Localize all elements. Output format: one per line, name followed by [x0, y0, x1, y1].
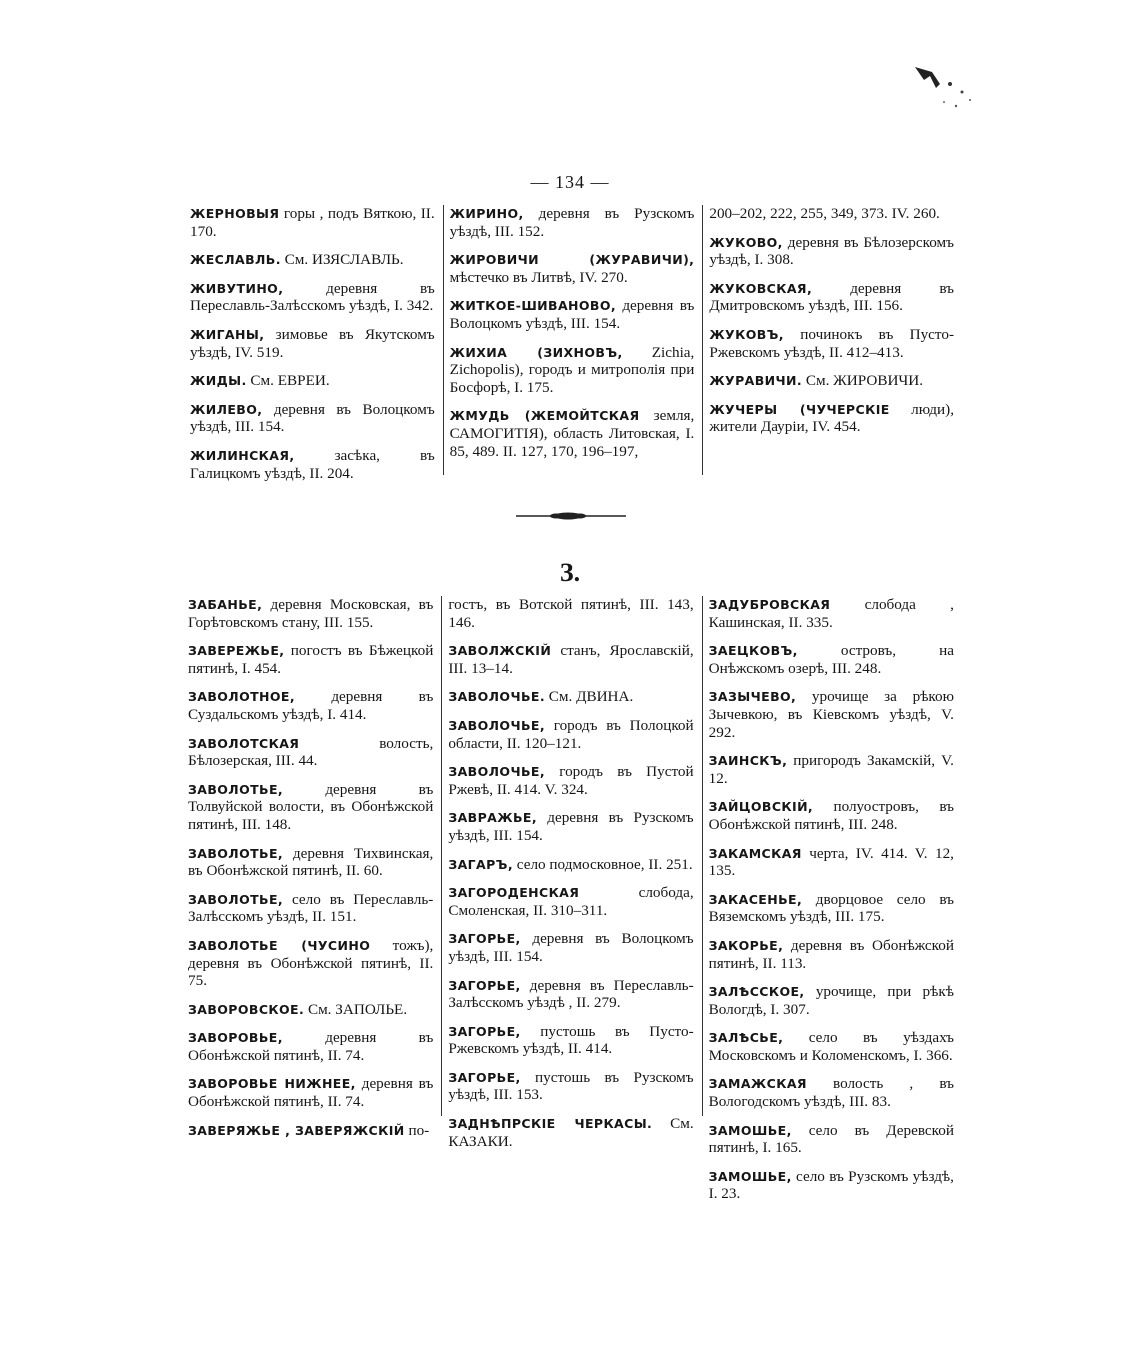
index-entry [709, 1168, 954, 1203]
entry-headword: ЗАВОЛОЧЬЕ, [448, 764, 545, 780]
index-entry [188, 891, 433, 926]
index-entry [448, 856, 693, 874]
entry-text: люди), жители Дауріи, IV. 454. [709, 400, 955, 436]
index-entry [709, 891, 954, 926]
index-entry [188, 1001, 433, 1019]
entry-text: См. КАЗАКИ. [448, 1115, 694, 1150]
entry-text: деревня въ Дмитровскомъ уѣздѣ, III. 156. [709, 279, 955, 315]
entry-text: земля, САМОГИТІЯ), область Литовская, I. 85, 489. II. 127, 170, 196–197, [449, 407, 695, 460]
entry-text: деревня въ Рузскомъ уѣздѣ, III. 154. [448, 809, 694, 844]
entry-text: село въ Деревской пятинѣ, I. 165. [708, 1121, 954, 1157]
entry-headword: ЗАВОЛОТСКАЯ [188, 735, 300, 751]
top-index-columns [186, 205, 962, 482]
entry-text: островъ, на Онѣжскомъ озерѣ, III. 248. [708, 642, 954, 677]
entry-headword: ЗАВОЛОТЬЕ, [188, 781, 284, 797]
entry-headword: ЖИТКОЕ-ШИВАНОВО, [449, 298, 617, 314]
index-entry [448, 717, 693, 752]
entry-text: погостъ въ Бѣжецкой пятинѣ, I. 454. [188, 642, 434, 677]
entry-text: урочище, при рѣкѣ Вологдѣ, I. 307. [708, 983, 954, 1018]
index-entry [709, 326, 954, 361]
entry-headword: ЗАГАРЪ, [448, 856, 513, 872]
index-entry [709, 234, 954, 269]
entry-headword: ЖУКОВО, [709, 234, 783, 250]
ink-blot [910, 62, 980, 122]
entry-text: деревня Тихвинская, въ Обонѣжской пятинѣ, II. 60. [188, 844, 434, 880]
entry-headword: ЗАГОРОДЕНСКАЯ [448, 885, 580, 901]
entry-text: полуостровъ, въ Обонѣжской пятинѣ, III. 248. [708, 798, 954, 833]
entry-text: См. ЗАПОЛЬЕ. [304, 1000, 408, 1018]
entry-text: См. ЕВРЕИ. [246, 372, 330, 390]
index-column [186, 205, 443, 482]
index-entry [448, 1023, 693, 1058]
entry-text: См. ЖИРОВИЧИ. [802, 372, 924, 390]
entry-headword: ЗАВОРОВСКОЕ. [188, 1001, 305, 1017]
entry-text: деревня въ Бѣлозерскомъ уѣздѣ, I. 308. [709, 233, 955, 269]
entry-headword: ЗАДНѢПРСКІЕ ЧЕРКАСЫ. [448, 1116, 653, 1132]
index-entry [709, 752, 954, 787]
entry-text: горы , подъ Вяткою, II. 170. [190, 205, 435, 240]
entry-headword: ЖИРОВИЧИ (ЖУРАВИЧИ), [449, 252, 695, 268]
entry-headword: ЖИЛИНСКАЯ, [190, 447, 295, 463]
entry-text: пустошь въ Пусто-Ржевскомъ уѣздѣ, II. 414. [448, 1022, 694, 1058]
entry-headword: ЗАГОРЬЕ, [448, 931, 521, 947]
entry-headword: ЗАВОРОВЬЕ НИЖНЕЕ, [188, 1076, 356, 1092]
index-entry [188, 1122, 433, 1140]
entry-text: село въ уѣздахъ Московскомъ и Коломенскомъ, I. 366. [708, 1029, 954, 1064]
index-column [443, 205, 703, 475]
entry-headword: ЖИГАНЫ, [190, 326, 265, 342]
entry-headword: ЗАМОШЬЕ, [708, 1122, 792, 1138]
index-entry [448, 688, 693, 706]
index-entry [709, 983, 954, 1018]
entry-text: 200–202, 222, 255, 349, 373. IV. 260. [709, 205, 940, 222]
index-entry [448, 642, 693, 677]
index-entry [190, 205, 435, 240]
entry-text: городъ въ Полоцкой области, II. 120–121. [448, 716, 694, 752]
section-divider-ornament [516, 510, 626, 522]
entry-text: деревня въ Волоцкомъ уѣздѣ, III. 154. [448, 930, 694, 965]
index-entry [448, 1115, 693, 1150]
entry-headword: ЗАГОРЬЕ, [448, 1069, 521, 1085]
index-entry [448, 884, 693, 919]
section-letter: З. [559, 558, 581, 587]
entry-headword: ЖИХИА (ЗИХНОВЪ, [449, 344, 623, 360]
index-entry [450, 205, 695, 240]
bottom-index-columns [184, 596, 962, 1203]
entry-text: деревня въ Волоцкомъ уѣздѣ, III. 154. [190, 400, 435, 436]
entry-headword: ЗАВОЛОТЬЕ (ЧУСИНО [188, 937, 371, 953]
index-entry [188, 596, 433, 631]
entry-text: зимовье въ Якутскомъ уѣздѣ, IV. 519. [190, 325, 435, 361]
entry-headword: ЗАВРАЖЬЕ, [448, 810, 537, 826]
entry-text: мѣстечко въ Литвѣ, IV. 270. [449, 268, 628, 286]
entry-text: деревня въ Обонѣжской пятинѣ, II. 74. [188, 1029, 434, 1064]
index-column [184, 596, 441, 1139]
index-entry [709, 205, 954, 223]
entry-headword: ЖИЛЕВО, [190, 401, 263, 417]
index-entry [450, 407, 695, 460]
entry-headword: ЗАБАНЬЕ, [188, 597, 263, 612]
entry-headword: ЗАЙЦОВСКІЙ, [708, 799, 814, 815]
entry-headword: ЗАВОЛОТНОЕ, [188, 689, 296, 705]
index-entry [188, 845, 433, 880]
entry-headword: ЖЕСЛАВЛЬ. [190, 252, 281, 268]
index-entry [448, 763, 693, 798]
entry-headword: ЖИДЫ. [190, 373, 247, 389]
entry-text: черта, IV. 414. V. 12, 135. [708, 844, 954, 880]
entry-text: деревня въ Обонѣжской пятинѣ, II. 113. [708, 936, 954, 972]
entry-text: деревня въ Толвуйской волости, въ Обонѣжской пятинѣ, III. 148. [188, 780, 434, 833]
entry-headword: ЗАГОРЬЕ, [448, 1023, 521, 1039]
entry-headword: ЖУКОВСКАЯ, [709, 280, 813, 296]
index-entry [709, 798, 954, 833]
index-entry [709, 401, 954, 436]
entry-headword: ЗАМАЖСКАЯ [708, 1076, 807, 1092]
index-entry [709, 1075, 954, 1110]
index-entry [188, 735, 433, 770]
entry-headword: ЗАДУБРОВСКАЯ [708, 597, 831, 612]
entry-text: село въ Переславль-Залѣсскомъ уѣздѣ, II. 151. [188, 890, 434, 926]
entry-text: станъ, Ярославскій, III. 13–14. [448, 642, 694, 677]
entry-text: деревня въ Переславль-Залѣсскомъ уѣздѣ , II. 279. [448, 976, 694, 1012]
index-entry [709, 596, 954, 631]
index-entry [709, 372, 954, 390]
entry-headword: ЗАВОЛОТЬЕ, [188, 845, 284, 861]
entry-headword: ЗАВОЛОТЬЕ, [188, 891, 284, 907]
entry-text: волость , въ Вологодскомъ уѣздѣ, III. 83. [708, 1075, 954, 1111]
entry-text: село въ Рузскомъ уѣздѣ, I. 23. [708, 1167, 954, 1203]
index-entry [450, 251, 695, 286]
entry-text: деревня въ Рузскомъ уѣздѣ, III. 152. [449, 205, 695, 240]
entry-headword: ЗАЛѢСЬЕ, [708, 1030, 784, 1046]
entry-headword: ЗАЕЦКОВЪ, [708, 643, 798, 659]
entry-text: починокъ въ Пусто-Ржевскомъ уѣздѣ, II. 412–413. [709, 325, 955, 361]
index-entry [188, 642, 433, 677]
entry-text: деревня въ Волоцкомъ уѣздѣ, III. 154. [449, 297, 695, 332]
entry-headword: ЗАВЕРЕЖЬЕ, [188, 643, 285, 659]
entry-text: слобода , Кашинская, II. 335. [708, 596, 954, 631]
entry-headword: ЗАИНСКЪ, [708, 753, 788, 769]
entry-text: См. ДВИНА. [544, 688, 634, 706]
index-entry [450, 297, 695, 332]
index-entry [709, 937, 954, 972]
entry-headword: ЖУЧЕРЫ (ЧУЧЕРСКІЕ [709, 401, 890, 417]
entry-text: село подмосковное, II. 251. [512, 855, 693, 873]
entry-headword: ЖИВУТИНО, [190, 280, 284, 296]
entry-headword: ЗАЗЫЧЕВО, [708, 689, 797, 705]
entry-headword: ЗАМОШЬЕ, [708, 1168, 792, 1184]
index-entry [709, 642, 954, 677]
entry-text: по- [404, 1121, 430, 1139]
entry-headword: ЗАВОРОВЬЕ, [188, 1030, 283, 1046]
entry-headword: ЗАКАМСКАЯ [708, 845, 802, 861]
entry-headword: ЗАВОЛОЧЬЕ, [448, 717, 545, 733]
index-entry [188, 937, 433, 990]
entry-text: деревня Московская, въ Горѣтовскомъ стану, III. 155. [188, 596, 434, 631]
entry-text: деревня въ Суздальскомъ уѣздѣ, I. 414. [188, 688, 434, 723]
entry-text: дворцовое село въ Вяземскомъ уѣздѣ, III. 175. [708, 890, 954, 926]
entry-headword: ЗАКАСЕНЬЕ, [708, 891, 803, 907]
page-number: — 134 — [530, 172, 610, 192]
index-entry [190, 372, 435, 390]
index-entry [448, 977, 693, 1012]
index-column [702, 205, 962, 475]
index-entry [190, 280, 435, 315]
entry-text: урочище за рѣкою Зычевкою, въ Кіевскомъ уѣздѣ, V. 292. [708, 688, 954, 741]
index-entry [190, 447, 435, 482]
index-entry [450, 344, 695, 397]
index-entry [448, 809, 693, 844]
entry-headword: ЖМУДЬ (ЖЕМОЙТСКАЯ [449, 408, 640, 424]
entry-text: волость, Бѣлозерская, III. 44. [188, 734, 434, 770]
index-entry [190, 326, 435, 361]
entry-headword: ЗАВОЛЖСКІЙ [448, 643, 552, 659]
entry-text: деревня въ Переславль-Залѣсскомъ уѣздѣ, I. 342. [190, 279, 435, 315]
entry-text: гостъ, въ Вотской пятинѣ, III. 143, 146. [448, 596, 694, 631]
index-entry [188, 688, 433, 723]
index-entry [709, 1122, 954, 1157]
index-entry [448, 596, 693, 631]
entry-headword: ЗАВЕРЯЖЬЕ , ЗАВЕРЯЖСКІЙ [188, 1122, 405, 1138]
index-entry [188, 1029, 433, 1064]
entry-text: деревня въ Обонѣжской пятинѣ, II. 74. [188, 1075, 434, 1111]
entry-headword: ЗАГОРЬЕ, [448, 977, 521, 993]
index-entry [190, 401, 435, 436]
index-column [702, 596, 962, 1203]
entry-text: засѣка, въ Галицкомъ уѣздѣ, II. 204. [190, 446, 435, 482]
entry-text: пустошь въ Рузскомъ уѣздѣ, III. 153. [448, 1068, 694, 1104]
entry-text: тожъ), деревня въ Обонѣжской пятинѣ, II. 75. [188, 936, 434, 990]
index-entry [190, 251, 435, 269]
index-entry [709, 845, 954, 880]
entry-text: слобода, Смоленская, II. 310–311. [448, 884, 694, 919]
entry-headword: ЖИРИНО, [449, 206, 524, 221]
index-entry [188, 1075, 433, 1110]
entry-headword: ЗАЛѢССКОЕ, [708, 984, 805, 1000]
index-entry [448, 930, 693, 965]
entry-text: пригородъ Закамскій, V. 12. [708, 752, 954, 787]
index-entry [709, 1029, 954, 1064]
entry-text: городъ въ Пустой Ржевѣ, II. 414. V. 324. [448, 763, 694, 798]
entry-headword: ЗАКОРЬЕ, [708, 937, 784, 953]
entry-headword: ЖУРАВИЧИ. [709, 373, 803, 389]
index-entry [709, 688, 954, 741]
index-column [441, 596, 701, 1150]
entry-text: См. ИЗЯСЛАВЛЬ. [280, 251, 404, 269]
index-entry [709, 280, 954, 315]
index-entry [188, 781, 433, 834]
entry-text: Zichia, Zichopolis), городъ и митрополія при Босфорѣ, I. 175. [449, 343, 695, 396]
index-entry [448, 1069, 693, 1104]
entry-headword: ЖУКОВЪ, [709, 326, 784, 342]
entry-headword: ЗАВОЛОЧЬЕ. [448, 689, 545, 705]
entry-headword: ЖЕРНОВЫЯ [190, 206, 280, 221]
